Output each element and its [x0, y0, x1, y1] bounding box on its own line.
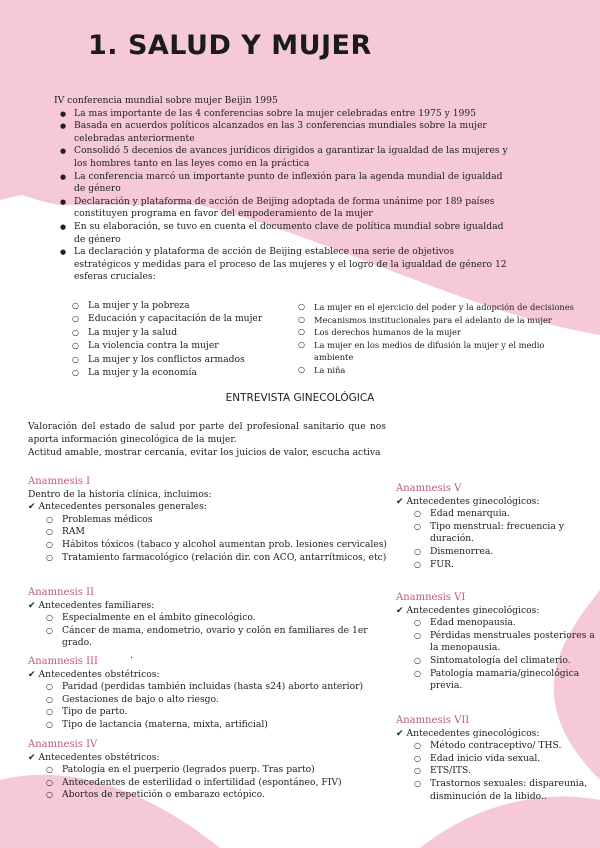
list-item: ○ RAM: [46, 526, 388, 539]
list-item: ○ Edad menopausia.: [414, 617, 596, 630]
intro-bullet: ● La declaración y plataforma de acción de Beijing establece una serie de objetivos estratégicos y medidas para el proceso de las mujeres y el logro de la igualdad de género 12 esferas cruciales:: [58, 246, 509, 284]
anamnesis-5: [396, 483, 596, 571]
check-item: ✔ Antecedentes ginecológicos:: [396, 605, 596, 618]
list-item: ○ Patología en el puerperio (legrados puerp. Tras parto): [46, 764, 388, 777]
item-list: [46, 514, 388, 564]
sphere-item: ○ La mujer y la pobreza: [72, 299, 292, 312]
item-list: [46, 764, 388, 802]
page-title: 1. SALUD Y MUJER: [88, 30, 372, 61]
intro-bullet: ● La mas importante de las 4 conferencias sobre la mujer celebradas entre 1975 y 1995: [58, 108, 509, 121]
list-item: ○ Problemas médicos: [46, 514, 388, 527]
intro-bullet: ● La conferencia marcó un importante punto de inflexión para la agenda mundial de igualdad de género: [58, 171, 509, 196]
item-list: [46, 612, 398, 650]
sphere-item: ○ La mujer en el ejercicio del poder y la adopción de decisiones: [298, 301, 578, 314]
sphere-item: ○ La mujer y la economía: [72, 366, 292, 379]
list-item: ○ ETS/ITS.: [414, 765, 596, 778]
spheres-list-right: [298, 301, 578, 377]
interview-attitude: Actitud amable, mostrar cercanía, evitar los juicios de valor, escucha activa: [28, 447, 381, 458]
list-item: ○ Especialmente en el ámbito ginecológico.: [46, 612, 398, 625]
section-title: Anamnesis III: [28, 656, 98, 667]
list-item: ○ Patología mamaria/ginecológica previa.: [414, 668, 596, 693]
list-item: ○ Edad menarquia.: [414, 508, 596, 521]
sphere-item: ○ La niña: [298, 364, 578, 377]
section-lead: Dentro de la historia clínica, incluimos:: [28, 488, 212, 500]
list-item: ○ Paridad (perdidas también incluidas (hasta s24) aborto anterior): [46, 681, 388, 694]
interview-heading: ENTREVISTA GINECOLÓGICA: [225, 392, 375, 404]
item-list: [46, 681, 388, 731]
list-item: ○ Antecedentes de esterilidad o infertilidad (espontáneo, FIV): [46, 777, 388, 790]
section-title: Anamnesis IV: [28, 739, 98, 750]
section-title: Anamnesis VII: [396, 715, 470, 726]
list-item: ○ Tratamiento farmacológico (relación dir. con ACO, antarrítmicos, etc): [46, 552, 388, 565]
list-item: ○ Tipo menstrual: frecuencia y duración.: [414, 521, 596, 546]
list-item: ○ FUR.: [414, 559, 596, 572]
check-item: ✔ Antecedentes familiares:: [28, 600, 398, 613]
sphere-item: ○ La mujer y los conflictos armados: [72, 353, 292, 366]
intro-bullet: ● En su elaboración, se tuvo en cuenta el documento clave de política mundial sobre igualdad de género: [58, 221, 509, 246]
check-item: ✔ Antecedentes obstétricos:: [28, 752, 388, 765]
sphere-item: ○ La violencia contra la mujer: [72, 339, 292, 352]
list-item: ○ Tipo de parto.: [46, 706, 388, 719]
list-item: ○ Tipo de lactancia (materna, mixta, artificial): [46, 719, 388, 732]
sphere-item: ○ Educación y capacitación de la mujer: [72, 312, 292, 325]
list-item: ○ Método contraceptivo/ THS.: [414, 740, 596, 753]
list-item: ○ Edad inicio vida sexual.: [414, 753, 596, 766]
spheres-list-left: [72, 299, 292, 379]
list-item: ○ Gestaciones de bajo o alto riesgo.: [46, 694, 388, 707]
list-item: ○ Sintomatología del climaterio.: [414, 655, 596, 668]
intro-bullet-list: [58, 108, 509, 284]
anamnesis-7: [396, 715, 596, 803]
intro-section: [54, 95, 509, 284]
sphere-item: ○ La mujer y la salud: [72, 326, 292, 339]
list-item: ○ Abortos de repetición o embarazo ectópico.: [46, 789, 388, 802]
intro-bullet: ● Consolidó 5 decenios de avances jurídicos dirigidos a garantizar la igualdad de las mujeres y los hombres tanto en las leyes como en la práctica: [58, 145, 509, 170]
check-item: ✔ Antecedentes ginecológicos:: [396, 496, 596, 509]
list-item: ○ Pérdidas menstruales posteriores a la menopausia.: [414, 630, 596, 655]
section-title: Anamnesis I: [28, 476, 91, 487]
anamnesis-6: [396, 592, 596, 693]
list-item: ○ Cáncer de mama, endometrio, ovario y colón en familiares de 1er grado.: [46, 625, 398, 650]
anamnesis-4: [28, 739, 388, 802]
intro-bullet: ● Declaración y plataforma de acción de Beijing adoptada de forma unánime por 189 países constituyen programa en favor del empoderamiento de la mujer: [58, 196, 509, 221]
section-title: Anamnesis VI: [396, 592, 466, 603]
item-list: [414, 740, 596, 803]
item-list: [414, 617, 596, 693]
check-item: ✔ Antecedentes ginecológicos:: [396, 728, 596, 741]
list-item: ○ Dismenorrea.: [414, 546, 596, 559]
section-title: Anamnesis II: [28, 587, 95, 598]
sphere-item: ○ La mujer en los medios de difusión la mujer y el medio ambiente: [298, 339, 578, 364]
sphere-item: ○ Mecanismos institucionales para el adelanto de la mujer: [298, 314, 578, 327]
intro-bullet: ● Basada en acuerdos políticos alcanzados en las 3 conferencias mundiales sobre la mujer celebradas anteriormente: [58, 120, 509, 145]
list-item: ○ Hábitos tóxicos (tabaco y alcohol aumentan prob. lesiones cervicales): [46, 539, 388, 552]
interview-paragraph: Valoración del estado de salud por parte del profesional sanitario que nos aporta información ginecológica de la mujer.: [28, 421, 386, 445]
check-item: ✔ Antecedentes obstétricos:: [28, 669, 388, 682]
item-list: [414, 508, 596, 571]
intro-heading: IV conferencia mundial sobre mujer Beijin 1995: [54, 95, 278, 106]
stray-dot: .: [130, 649, 133, 661]
check-item: ✔ Antecedentes personales generales:: [28, 501, 388, 514]
section-title: Anamnesis V: [396, 483, 462, 494]
anamnesis-1: [28, 476, 388, 564]
anamnesis-2: [28, 587, 398, 663]
sphere-item: ○ Los derechos humanos de la mujer: [298, 326, 578, 339]
anamnesis-3: [28, 656, 388, 732]
list-item: ○ Trastornos sexuales: dispareunia, disminución de la libido..: [414, 778, 596, 803]
